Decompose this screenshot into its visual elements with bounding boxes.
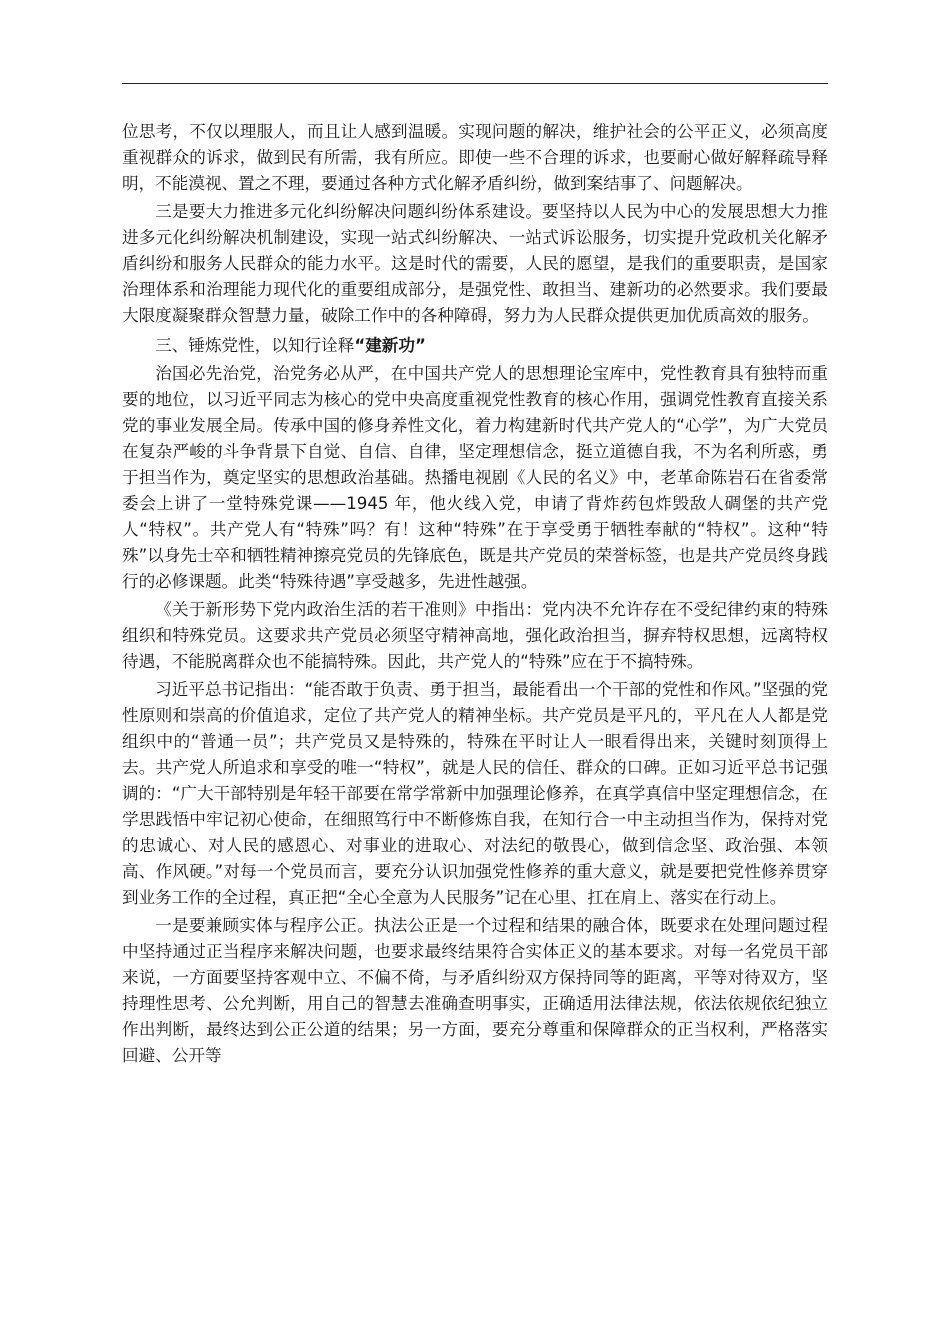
document-body [122,119,828,1071]
header-rule [122,83,828,84]
paragraph-guidelines-quote: 《关于新形势下党内政治生活的若干准则》中指出：党内决不允许存在不受纪律约束的特殊组织和特殊党员。这要求共产党员必须坚守精神高地，强化政治担当，摒弃特权思想，远离特权待遇，不能脱离群众也不能搞特殊。因此，共产党人的“特殊”应在于不搞特殊。 [122,600,828,671]
section-heading-emphasis: “建新功” [354,336,426,355]
paragraph-continuation: 位思考，不仅以理服人，而且让人感到温暖。实现问题的解决，维护社会的公平正义，必须高度重视群众的诉求，做到民有所需，我有所应。即使一些不合理的诉求，也要耐心做好解释疏导释明，不能漠视、置之不理，要通过各种方式化解矛盾纠纷，做到案结事了、问题解决。 [122,122,828,193]
paragraph-item-one: 一是要兼顾实体与程序公正。执法公正是一个过程和结果的融合体，既要求在处理问题过程中坚持通过正当程序来解决问题，也要求最终结果符合实体正义的基本要求。对每一名党员干部来说，一方面要坚持客观中立、不偏不倚，与矛盾纠纷双方保持同等的距离，平等对待双方，坚持理性思考、公允判断，用自己的智慧去准确查明事实，正确适用法律法规，依法依规依纪独立作出判断，最终达到公正公道的结果；另一方面，要充分尊重和保障群众的正当权利，严格落实回避、公开等 [122,916,828,1065]
section-heading [122,333,828,359]
paragraph-item-three: 三是要大力推进多元化纠纷解决问题纠纷体系建设。要坚持以人民为中心的发展思想大力推进多元化纠纷解决机制建设，实现一站式纠纷解决、一站式诉讼服务，切实提升党政机关化解矛盾纠纷和服务人民群众的能力水平。这是时代的需要，人民的愿望，是我们的重要职责，是国家治理体系和治理能力现代化的重要组成部分，是强党性、敢担当、建新功的必然要求。我们要最大限度凝聚群众智慧力量，破除工作中的各种障碍，努力为人民群众提供更加优质高效的服务。 [122,202,828,325]
paragraph-xi-quote: 习近平总书记指出：“能否敢于负责、勇于担当，最能看出一个干部的党性和作风。”坚强的党性原则和崇高的价值追求，定位了共产党人的精神坐标。共产党员是平凡的，平凡在人人都是党组织中的“普通一员”；共产党员又是特殊的，特殊在平时让人一眼看得出来，关键时刻顶得上去。共产党人所追求和享受的唯一“特权”，就是人民的信任、群众的口碑。正如习近平总书记强调的：“广大干部特别是年轻干部要在常学常新中加强理论修养，在真学真信中坚定理想信念，在学思践悟中牢记初心使命，在细照笃行中不断修炼自我，在知行合一中主动担当作为，保持对党的忠诚心、对人民的感恩心、对事业的进取心、对法纪的敬畏心，做到信念坚、政治强、本领高、作风硬。”对每一个党员而言，要充分认识加强党性修养的重大意义，就是要把党性修养贯穿到业务工作的全过程，真正把“全心全意为人民服务”记在心里、扛在肩上、落实在行动上。 [122,680,828,907]
paragraph-party-discipline: 治国必先治党，治党务必从严，在中国共产党人的思想理论宝库中，党性教育具有独特而重要的地位，以习近平同志为核心的党中央高度重视党性教育的核心作用，强调党性教育直接关系党的事业发展全局。传承中国的修身养性文化，着力构建新时代共产党人的“心学”，为广大党员在复杂严峻的斗争背景下自觉、自信、自律，坚定理想信念，挺立道德自我，不为名利所惑，勇于担当作为，奠定坚实的思想政治基础。热播电视剧《人民的名义》中，老革命陈岩石在省委常委会上讲了一堂特殊党课——1945 年，他火线入党，申请了背炸药包炸毁敌人碉堡的共产党人“特权”。共产党人有“特殊”吗？有！这种“特殊”在于享受勇于牺牲奉献的“特权”。这种“特殊”以身先士卒和牺牲精神擦亮党员的先锋底色，既是共产党员的荣誉标签，也是共产党员终身践行的必修课题。此类“特殊待遇”享受越多，先进性越强。 [122,364,828,591]
section-heading-prefix: 三、锤炼党性，以知行诠释 [155,336,355,355]
